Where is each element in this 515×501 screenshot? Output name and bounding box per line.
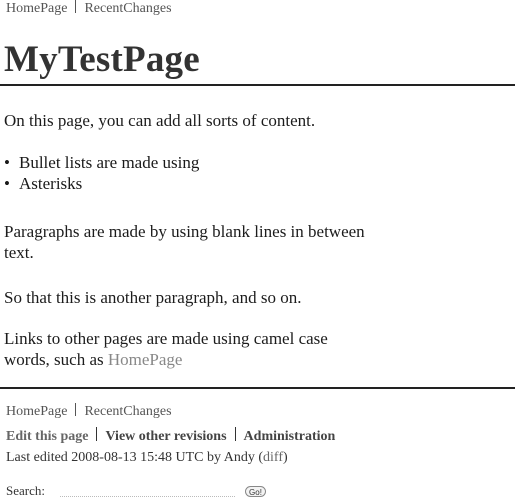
diff-link[interactable]: diff	[263, 450, 283, 465]
footer-recentchanges-link[interactable]: RecentChanges	[84, 404, 172, 419]
actions-separator	[96, 427, 97, 441]
list-item: • Asterisks	[4, 173, 199, 194]
administration-link[interactable]: Administration	[243, 429, 336, 444]
intro-paragraph: On this page, you can add all sorts of content.	[4, 111, 316, 130]
search-label: Search:	[6, 483, 45, 498]
paragraph-another: So that this is another paragraph, and so on.	[4, 288, 302, 307]
paragraph-blank-lines: Paragraphs are made by using blank lines in between text.	[4, 222, 365, 262]
page-title[interactable]: MyTestPage	[4, 39, 200, 80]
view-revisions-link[interactable]: View other revisions	[105, 429, 227, 444]
nav-homepage-link[interactable]: HomePage	[6, 1, 68, 16]
last-edited-info	[6, 449, 288, 467]
actions-separator	[235, 427, 236, 441]
edit-page-link[interactable]: Edit this page	[6, 429, 89, 444]
footer-homepage-link[interactable]: HomePage	[6, 404, 68, 419]
search-go-button[interactable]: Go!	[245, 486, 266, 497]
bullet-list	[4, 152, 199, 194]
paragraph-links	[4, 328, 359, 370]
list-item: • Bullet lists are made using	[4, 152, 199, 173]
search-input[interactable]	[60, 485, 235, 497]
footer-divider	[0, 387, 515, 389]
paragraph-links-text: Links to other pages are made using camel case words, such as	[4, 329, 328, 369]
last-edited-text: Last edited 2008-08-13 15:48 UTC by Andy (	[6, 450, 264, 465]
footer-nav-separator	[75, 403, 76, 416]
title-divider	[0, 84, 515, 86]
inline-homepage-link[interactable]: HomePage	[107, 350, 183, 369]
last-edited-close: )	[283, 450, 288, 465]
page-actions	[6, 427, 335, 446]
nav-separator	[75, 0, 76, 13]
footer-navigation	[6, 403, 172, 421]
nav-recentchanges-link[interactable]: RecentChanges	[84, 1, 172, 16]
top-navigation	[6, 0, 172, 17]
